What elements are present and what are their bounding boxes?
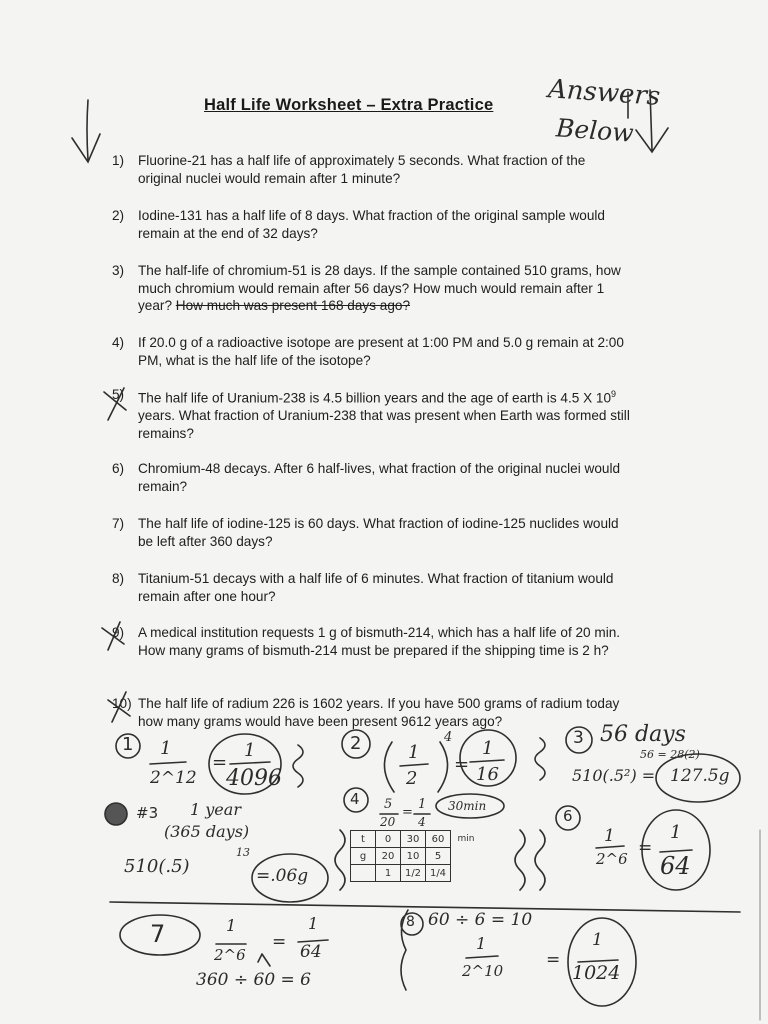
table-cell: 1/4 <box>426 865 451 882</box>
answer-2-exp: 4 <box>444 730 453 745</box>
answer-1-label: 1 <box>122 734 134 755</box>
answer-4-result-den: 4 <box>418 815 426 829</box>
answer-7-eq: = <box>272 932 287 952</box>
question-number: 6) <box>112 461 125 476</box>
answer-3b-line2: (365 days) <box>164 822 250 841</box>
question-7 <box>112 515 632 550</box>
answer-4-num: 5 <box>384 797 393 812</box>
answer-7-result-den: 64 <box>300 942 322 962</box>
answer-3b-line3: 510(.5) <box>124 856 190 877</box>
question-number: 8) <box>112 571 125 586</box>
table-cell: g <box>351 848 376 865</box>
arrow-down-icon <box>72 100 100 162</box>
answers-note-line1: Answers <box>547 74 662 112</box>
answer-8-work: 60 ÷ 6 = 10 <box>428 910 533 930</box>
table-cell: 30 <box>401 831 426 848</box>
table-cell: t <box>351 831 376 848</box>
table-cell <box>351 865 376 882</box>
answer-3-line2: 56 = 28(2) <box>640 748 700 761</box>
question-9 <box>112 624 632 659</box>
question-8 <box>112 570 632 605</box>
answer-8-den: 2^10 <box>462 962 504 980</box>
answer-7-work: 360 ÷ 60 = 6 <box>196 970 311 990</box>
answer-3b-result: =.06g <box>256 866 309 886</box>
answer-6-result-num: 1 <box>670 822 682 843</box>
answer-6-eq: = <box>638 838 653 858</box>
question-text-b: years. What fraction of Uranium-238 that was present when Earth was formed still remains? <box>138 408 630 441</box>
table-cell: 10 <box>401 848 426 865</box>
table-cell: 60 <box>426 831 451 848</box>
question-text: The half life of radium 226 is 1602 years. If you have 500 grams of radium today how many grams would have been present 9612 years ago? <box>138 696 620 729</box>
question-number: 2) <box>112 208 125 223</box>
question-text: Fluorine-21 has a half life of approximately 5 seconds. What fraction of the original nuclei would remain after 1 minute? <box>138 153 586 186</box>
table-cell <box>451 848 482 865</box>
worksheet-title: Half Life Worksheet – Extra Practice <box>204 96 494 114</box>
table-row <box>351 848 482 865</box>
question-4 <box>112 334 632 369</box>
answer-6-label: 6 <box>563 807 573 825</box>
struck-text: How much was present 168 days ago? <box>175 298 411 313</box>
question-1 <box>112 152 632 187</box>
answer-8-result-num: 1 <box>592 930 603 950</box>
question-text-a: The half life of Uranium-238 is 4.5 billion years and the age of earth is 4.5 X 10 <box>138 390 612 406</box>
answer-3-result: 127.5g <box>670 766 730 786</box>
answer-6-result-den: 64 <box>660 852 691 880</box>
circle-mark <box>105 803 127 825</box>
answer-8-num: 1 <box>476 934 487 953</box>
answer-8-result-den: 1024 <box>572 962 621 984</box>
question-number: 9) <box>112 625 125 640</box>
question-text: Chromium-48 decays. After 6 half-lives, what fraction of the original nuclei would remain? <box>138 461 621 494</box>
answer-4-eq: = <box>402 805 413 820</box>
answer-2-result-num: 1 <box>482 738 494 759</box>
question-number: 5) <box>112 387 125 402</box>
answer-2-result-den: 16 <box>476 764 499 785</box>
answer-3b-exp: 13 <box>236 846 250 859</box>
answer-7-label: 7 <box>150 920 166 948</box>
question-10 <box>112 695 632 730</box>
answer-3-label: 3 <box>573 728 584 748</box>
answer-3-line1: 56 days <box>600 722 686 747</box>
question-text: Titanium-51 decays with a half life of 6 minutes. What fraction of titanium would remain after one hour? <box>138 571 614 604</box>
answer-8-label: 8 <box>406 914 415 930</box>
answer-3b-line1: 1 year <box>190 800 241 819</box>
question-text: A medical institution requests 1 g of bismuth-214, which has a half life of 20 min. How many grams of bismuth-214 must be prepared if the shipping time is 2 h? <box>138 625 621 658</box>
question-text: The half life of iodine-125 is 60 days. What fraction of iodine-125 nuclides would be left after 360 days? <box>138 516 619 549</box>
question-number: 1) <box>112 153 125 168</box>
answer-4-result: 30min <box>448 799 487 813</box>
answer-7-den: 2^6 <box>214 946 246 964</box>
table-row <box>351 831 482 848</box>
question-6 <box>112 460 632 495</box>
answer-4-result-num: 1 <box>418 797 427 812</box>
answer-6-num: 1 <box>604 826 615 846</box>
table-cell: 5 <box>426 848 451 865</box>
table-cell: 0 <box>376 831 401 848</box>
table-cell: min <box>457 834 475 844</box>
answer-2-den: 2 <box>406 768 418 789</box>
answer-2-label: 2 <box>350 733 362 754</box>
question-number: 7) <box>112 516 125 531</box>
question-text: If 20.0 g of a radioactive isotope are present at 1:00 PM and 5.0 g remain at 2:00 PM, what is the half life of the isotope? <box>138 335 624 368</box>
question-3 <box>112 262 632 315</box>
answer-3b-label: #3 <box>136 804 159 822</box>
question-text: Iodine-131 has a half life of 8 days. What fraction of the original sample would remain at the end of 32 days? <box>138 208 605 241</box>
question-number: 4) <box>112 335 125 350</box>
answer-8-eq: = <box>546 950 561 970</box>
question-number: 10) <box>112 696 132 711</box>
answer-1-num: 1 <box>160 738 172 759</box>
exponent: 9 <box>611 389 617 399</box>
answer-7-num: 1 <box>226 916 237 935</box>
question-5 <box>112 386 632 442</box>
table-row <box>351 865 482 882</box>
table-cell <box>451 865 482 882</box>
answer-4-den: 20 <box>380 815 396 829</box>
answer-1-result-num: 1 <box>244 740 256 761</box>
table-cell: 1/2 <box>401 865 426 882</box>
answer-2-eq: = <box>454 754 470 775</box>
answer-1-den: 2^12 <box>150 768 197 788</box>
answer-2-num: 1 <box>408 742 420 763</box>
half-life-table <box>350 830 482 882</box>
answers-note-line2: Below <box>555 113 635 148</box>
table-cell: 20 <box>376 848 401 865</box>
answer-1-result-den: 4096 <box>226 766 282 791</box>
question-2 <box>112 207 632 242</box>
answer-3-line3: 510(.5²) = <box>572 766 656 785</box>
answer-4-label: 4 <box>350 790 360 808</box>
answer-6-den: 2^6 <box>596 850 628 868</box>
answer-1-eq: = <box>212 752 228 773</box>
question-text: The half-life of chromium-51 is 28 days. If the sample contained 510 grams, how much chromium would remain after 56 days? How much would remain after 1 year? <box>138 263 621 313</box>
table-cell: 1 <box>376 865 401 882</box>
answer-7-result-num: 1 <box>308 914 319 933</box>
question-number: 3) <box>112 263 125 278</box>
